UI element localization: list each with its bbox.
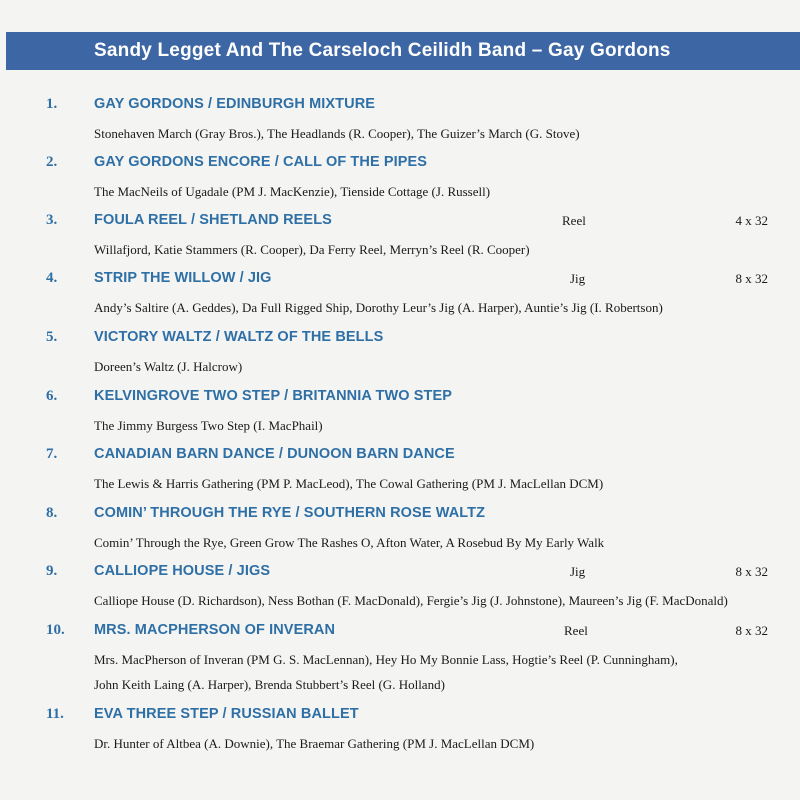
- dance-type: Jig: [570, 271, 586, 286]
- tune-list: The Jimmy Burgess Two Step (I. MacPhail): [94, 418, 323, 433]
- track-title: VICTORY WALTZ / WALTZ OF THE BELLS: [94, 329, 384, 345]
- track-number: 11.: [46, 706, 64, 722]
- tune-list: Comin’ Through the Rye, Green Grow The Rashes O, Afton Water, A Rosebud By My Early Walk: [94, 535, 605, 550]
- bar-count: 4 x 32: [735, 213, 768, 228]
- bar-count: 8 x 32: [735, 623, 768, 638]
- tune-list: Andy’s Saltire (A. Geddes), Da Full Rigged Ship, Dorothy Leur’s Jig (A. Harper), Auntie’s Jig (I. Robertson): [94, 300, 663, 315]
- tune-list: Doreen’s Waltz (J. Halcrow): [94, 359, 243, 374]
- track-number: 10.: [46, 622, 65, 638]
- tune-list: The Lewis & Harris Gathering (PM P. MacLeod), The Cowal Gathering (PM J. MacLellan DCM): [94, 476, 604, 491]
- tune-list: John Keith Laing (A. Harper), Brenda Stubbert’s Reel (G. Holland): [94, 677, 445, 692]
- track-title: STRIP THE WILLOW / JIG: [94, 270, 272, 286]
- header-band: [6, 32, 800, 70]
- tune-list: The MacNeils of Ugadale (PM J. MacKenzie), Tienside Cottage (J. Russell): [94, 184, 491, 199]
- track-number: 2.: [46, 154, 58, 170]
- dance-type: Reel: [562, 213, 586, 228]
- track-number: 7.: [46, 446, 58, 462]
- tune-list: Calliope House (D. Richardson), Ness Bothan (F. MacDonald), Fergie’s Jig (J. Johnstone), Maureen’s Jig (F. MacDonald): [94, 593, 728, 608]
- track-number: 6.: [46, 388, 58, 404]
- dance-type: Reel: [564, 623, 588, 638]
- track-number: 9.: [46, 563, 58, 579]
- header-title: Sandy Legget And The Carseloch Ceilidh Band – Gay Gordons: [94, 40, 671, 61]
- track-title: EVA THREE STEP / RUSSIAN BALLET: [94, 706, 359, 722]
- track-title: FOULA REEL / SHETLAND REELS: [94, 212, 332, 228]
- track-number: 5.: [46, 329, 58, 345]
- tune-list: Dr. Hunter of Altbea (A. Downie), The Braemar Gathering (PM J. MacLellan DCM): [94, 736, 535, 751]
- track-title: CANADIAN BARN DANCE / DUNOON BARN DANCE: [94, 446, 455, 462]
- track-number: 4.: [46, 270, 58, 286]
- bar-count: 8 x 32: [735, 271, 768, 286]
- tune-list: Willafjord, Katie Stammers (R. Cooper), Da Ferry Reel, Merryn’s Reel (R. Cooper): [94, 242, 530, 257]
- track-number: 8.: [46, 505, 58, 521]
- dance-type: Jig: [570, 564, 586, 579]
- track-number: 3.: [46, 212, 58, 228]
- tune-list: Mrs. MacPherson of Inveran (PM G. S. MacLennan), Hey Ho My Bonnie Lass, Hogtie’s Reel (P. Cunningham),: [94, 652, 678, 667]
- track-number: 1.: [46, 96, 58, 112]
- tune-list: Stonehaven March (Gray Bros.), The Headlands (R. Cooper), The Guizer’s March (G. Stove): [94, 126, 580, 141]
- track-title: GAY GORDONS / EDINBURGH MIXTURE: [94, 96, 376, 112]
- track-title: KELVINGROVE TWO STEP / BRITANNIA TWO STEP: [94, 388, 453, 404]
- track-title: COMIN’ THROUGH THE RYE / SOUTHERN ROSE WALTZ: [94, 505, 486, 521]
- track-title: CALLIOPE HOUSE / JIGS: [94, 563, 271, 579]
- track-title: MRS. MACPHERSON OF INVERAN: [94, 622, 336, 638]
- track-title: GAY GORDONS ENCORE / CALL OF THE PIPES: [94, 154, 428, 170]
- bar-count: 8 x 32: [735, 564, 768, 579]
